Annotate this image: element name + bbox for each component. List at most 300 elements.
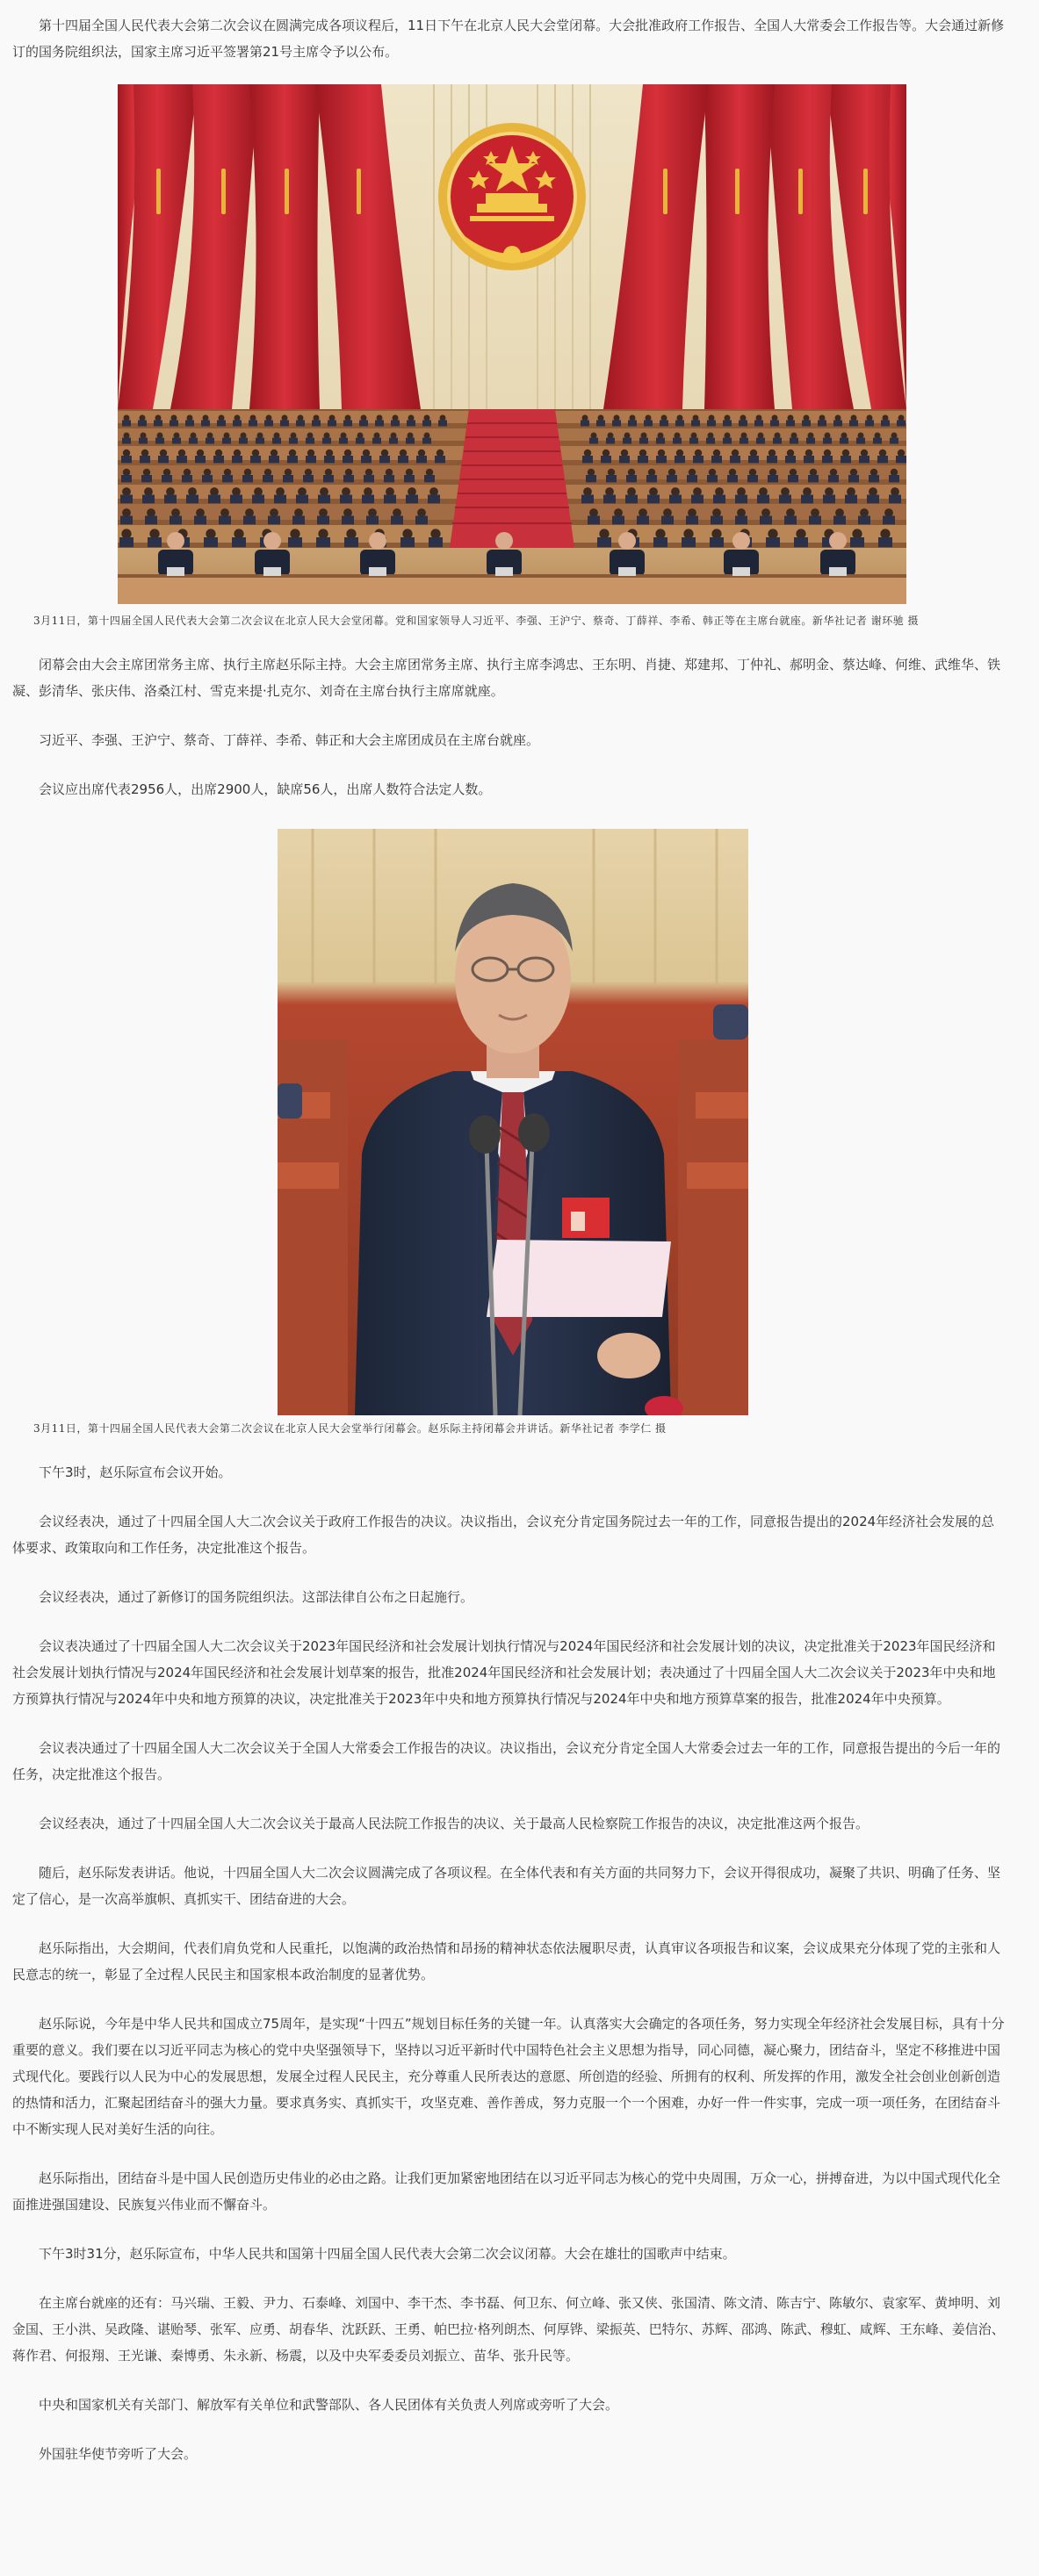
- article-paragraph-10: 会议经表决，通过了十四届全国人大二次会议关于最高人民法院工作报告的决议、关于最高人民检察院工作报告的决议，决定批准这两个报告。: [39, 1816, 869, 1831]
- seated-figure-body: [324, 456, 335, 463]
- seated-figure-head: [852, 529, 862, 538]
- seated-figure-head: [898, 450, 905, 457]
- seated-figure-head: [289, 450, 296, 457]
- seated-figure-head: [400, 450, 407, 457]
- seated-figure-body: [833, 421, 842, 427]
- seated-figure-head: [584, 450, 591, 457]
- seated-figure-head: [796, 529, 805, 538]
- seated-figure-head: [599, 529, 609, 538]
- seated-figure-body: [232, 537, 246, 547]
- seated-figure-body: [398, 456, 408, 463]
- seated-figure-head: [676, 450, 683, 457]
- seated-figure-head: [320, 487, 328, 496]
- seated-figure-head: [658, 450, 665, 457]
- seated-figure-head: [661, 415, 667, 421]
- seated-figure-head: [325, 469, 332, 476]
- seated-figure-body: [856, 438, 865, 444]
- front-row-nameplates: [167, 567, 847, 576]
- seated-figure-head: [305, 469, 312, 476]
- seated-figure-body: [625, 495, 638, 504]
- seated-figure-body: [790, 438, 798, 444]
- seated-figure-body: [213, 456, 224, 463]
- seated-figure-head: [418, 450, 425, 457]
- seated-figure-head: [630, 415, 636, 421]
- seated-figure-body: [691, 495, 703, 504]
- seated-figure-head: [621, 450, 628, 457]
- seated-figure-head: [203, 415, 209, 421]
- seated-figure-head: [266, 415, 272, 421]
- seated-figure-head: [191, 433, 197, 439]
- seated-figure-head: [184, 469, 191, 476]
- seated-figure-body: [289, 438, 298, 444]
- article-paragraph-13: 赵乐际说，今年是中华人民共和国成立75周年，是实现“十四五”规划目标任务的关键一年。认真落实大会确定的各项任务，努力实现全年经济社会发展目标，具有十分重要的意义。我们要在以习近平同志为核心的党中央坚强领导下，坚持以习近平新时代中国特色社会主义思想为指导，同心同德，凝心聚力，团结奋斗，坚定不移推进中国式现代化。要践行以人民为中心的发展思想，发展全过程人民民主，充分尊重人民所表达的意愿、所创造的经验、所拥有的权利、所发挥的作用，激发全社会创业创新创造的热情和活力，汇聚起团结奋斗的强大力量。要求真务实、真抓实干，攻坚克难、善作善成，努力克服一个一个困难，办好一件一件实事，完成一项一项任务，在团结奋斗中不断实现人民对美好生活的向往。: [12, 2016, 1005, 2137]
- seated-figure-head: [811, 508, 819, 517]
- seated-figure-body: [601, 456, 611, 463]
- seated-figure-body: [711, 516, 723, 525]
- seated-figure-body: [340, 495, 352, 504]
- seated-figure-body: [581, 495, 594, 504]
- seated-figure-body: [638, 456, 648, 463]
- seated-figure-body: [400, 537, 415, 547]
- seated-figure-head: [345, 415, 351, 421]
- seated-figure-body: [250, 456, 261, 463]
- seated-figure-head: [307, 450, 314, 457]
- seated-figure-head: [808, 433, 814, 439]
- seated-figure-head: [440, 415, 446, 421]
- seated-figure-body: [217, 421, 226, 427]
- seated-figure-body: [120, 495, 133, 504]
- seated-figure-body: [119, 537, 133, 547]
- seated-figure-head: [732, 450, 739, 457]
- seated-figure-head: [122, 487, 131, 496]
- seated-figure-body: [628, 421, 637, 427]
- seated-figure-body: [770, 421, 779, 427]
- article-paragraph-7: 会议经表决，通过了新修订的国务院组织法。这部法律自公布之日起施行。: [39, 1589, 474, 1605]
- seated-figure-head: [614, 415, 620, 421]
- seated-figure-head: [342, 487, 350, 496]
- seated-figure-body: [713, 495, 725, 504]
- seated-figure-body: [710, 537, 724, 547]
- seated-figure-body: [243, 516, 256, 525]
- seated-figure-head: [188, 487, 197, 496]
- article-paragraph-15: 下午3时31分，赵乐际宣布，中华人民共和国第十四届全国人民代表大会第二次会议闭幕。大会在雄壮的国歌声中结束。: [39, 2246, 736, 2262]
- seated-figure-body: [122, 438, 131, 444]
- seated-figure-body: [828, 475, 839, 482]
- seated-figure-body: [823, 495, 835, 504]
- seated-figure-head: [646, 415, 652, 421]
- seated-figure-body: [766, 537, 780, 547]
- seated-figure-head: [851, 415, 857, 421]
- seated-figure-head: [250, 415, 256, 421]
- seated-figure-head: [583, 487, 592, 496]
- seated-figure-body: [760, 516, 772, 525]
- seated-figure-body: [303, 475, 314, 482]
- seated-figure-body: [406, 438, 415, 444]
- seated-figure-head: [842, 450, 849, 457]
- seated-figure-head: [819, 415, 826, 421]
- seated-figure-body: [841, 456, 851, 463]
- seated-figure-head: [860, 508, 869, 517]
- seated-figure-body: [343, 456, 353, 463]
- seated-figure-body: [232, 456, 242, 463]
- article-paragraph-9: 会议表决通过了十四届全国人大二次会议关于全国人大常委会工作报告的决议。决议指出，会议充分肯定全国人大常委会过去一年的工作，同意报告提出的今后一年的任务，决定批准这个报告。: [12, 1740, 1001, 1782]
- front-row-figure-head: [263, 532, 281, 550]
- seated-figure-body: [391, 421, 400, 427]
- seated-figure-head: [655, 529, 665, 538]
- seated-figure-body: [675, 456, 685, 463]
- seated-figure-body: [808, 475, 819, 482]
- seated-figure-body: [883, 516, 895, 525]
- seated-figure-head: [768, 529, 777, 538]
- seated-figure-body: [889, 495, 901, 504]
- seated-figure-body: [848, 475, 859, 482]
- seated-figure-body: [172, 438, 181, 444]
- seated-figure-body: [189, 438, 198, 444]
- speaker-portrait-illustration: [278, 829, 748, 1415]
- seated-figure-head: [870, 469, 877, 476]
- seated-figure-head: [891, 487, 899, 496]
- seated-figure-head: [291, 433, 297, 439]
- seated-figure-head: [187, 415, 193, 421]
- seated-figure-body: [204, 537, 218, 547]
- seated-figure-body: [686, 516, 698, 525]
- seated-figure-head: [758, 433, 764, 439]
- seated-figure-body: [208, 495, 220, 504]
- seated-figure-body: [230, 495, 242, 504]
- seated-figure-body: [424, 475, 435, 482]
- seated-figure-body: [328, 421, 336, 427]
- seated-figure-head: [437, 450, 444, 457]
- seated-figure-body: [312, 421, 321, 427]
- seated-figure-body: [656, 438, 665, 444]
- seated-figure-body: [206, 438, 214, 444]
- seated-figure-head: [824, 450, 831, 457]
- seated-figure-head: [775, 433, 781, 439]
- seated-figure-body: [170, 421, 178, 427]
- seated-figure-body: [256, 438, 264, 444]
- seated-figure-body: [361, 456, 372, 463]
- seated-figure-body: [356, 438, 364, 444]
- seated-figure-head: [787, 450, 794, 457]
- seated-figure-body: [422, 438, 431, 444]
- seated-figure-body: [242, 475, 253, 482]
- seated-figure-body: [869, 475, 879, 482]
- seated-figure-head: [756, 415, 762, 421]
- seated-figure-body: [318, 495, 330, 504]
- seated-figure-body: [389, 438, 398, 444]
- seated-figure-body: [292, 516, 305, 525]
- seated-figure-head: [424, 433, 430, 439]
- seated-figure-body: [317, 516, 329, 525]
- article-paragraph-16: 在主席台就座的还有：马兴瑞、王毅、尹力、石泰峰、刘国中、李干杰、李书磊、何卫东、何立峰、张又侠、张国清、陈文清、陈吉宁、陈敏尔、袁家军、黄坤明、刘金国、王小洪、吴政隆、谌贻琴、张军、应勇、胡春华、沈跃跃、王勇、帕巴拉·格列朗杰、何厚铧、梁振英、巴特尔、苏辉、邵鸿、陈武、穆虹、咸辉、王东峰、姜信治、蒋作君、何报翔、王光谦、秦博勇、朱永新、杨震，以及中央军委委员刘振立、苗华、张升民等。: [12, 2295, 1005, 2364]
- seated-figure-body: [865, 421, 874, 427]
- seated-figure-head: [737, 487, 746, 496]
- seated-figure-head: [588, 469, 595, 476]
- article-paragraph-5: 下午3时，赵乐际宣布会议开始。: [39, 1464, 232, 1480]
- seated-figure-head: [124, 433, 130, 439]
- seated-figure-body: [154, 421, 162, 427]
- seated-figure-body: [364, 475, 374, 482]
- seated-figure-head: [271, 450, 278, 457]
- seated-figure-head: [149, 529, 159, 538]
- seated-figure-body: [890, 438, 898, 444]
- seated-figure-head: [772, 415, 778, 421]
- seated-figure-head: [761, 508, 770, 517]
- seated-figure-body: [582, 456, 593, 463]
- seated-figure-body: [322, 438, 331, 444]
- seated-figure-body: [296, 421, 305, 427]
- seated-figure-head: [671, 487, 680, 496]
- seated-figure-head: [245, 508, 254, 517]
- seated-figure-body: [767, 456, 777, 463]
- seated-figure-head: [883, 415, 889, 421]
- seated-figure-head: [861, 450, 868, 457]
- seated-figure-head: [725, 415, 731, 421]
- seated-figure-body: [661, 516, 674, 525]
- seated-figure-head: [788, 415, 794, 421]
- seated-figure-head: [879, 450, 886, 457]
- seated-figure-body: [754, 421, 763, 427]
- seated-figure-body: [121, 475, 132, 482]
- seated-figure-body: [801, 495, 813, 504]
- seated-figure-head: [290, 529, 299, 538]
- article-paragraph-18: 外国驻华使节旁听了大会。: [39, 2446, 198, 2462]
- seated-figure-head: [582, 415, 588, 421]
- seated-figure-head: [282, 415, 288, 421]
- seated-figure-body: [589, 438, 598, 444]
- photo-caption-2: 3月11日，第十四届全国人民代表大会第二次会议在北京人民大会堂举行闭幕会。赵乐际主持闭幕会并讲话。新华社记者 李学仁 摄: [33, 1422, 667, 1435]
- seated-figure-body: [422, 421, 431, 427]
- seated-figure-head: [122, 508, 131, 517]
- seated-figure-head: [264, 469, 271, 476]
- article-paragraph-17: 中央和国家机关有关部门、解放军有关单位和武警部队、各人民团体有关负责人列席或旁听了大会。: [39, 2397, 619, 2413]
- seated-figure-body: [673, 438, 682, 444]
- seated-figure-head: [688, 508, 696, 517]
- seated-figure-head: [867, 415, 873, 421]
- seated-figure-body: [711, 456, 722, 463]
- seated-figure-head: [357, 433, 364, 439]
- seated-figure-head: [343, 508, 352, 517]
- seated-figure-head: [234, 415, 241, 421]
- seated-figure-body: [122, 421, 131, 427]
- seated-figure-body: [344, 537, 358, 547]
- seated-figure-body: [788, 475, 798, 482]
- seated-figure-head: [298, 487, 307, 496]
- seated-figure-body: [794, 537, 808, 547]
- seated-figure-body: [416, 456, 427, 463]
- seated-figure-body: [138, 421, 147, 427]
- seated-figure-head: [244, 469, 251, 476]
- seated-figure-head: [627, 487, 636, 496]
- article-paragraph-8: 会议表决通过了十四届全国人大二次会议关于2023年国民经济和社会发展计划执行情况与2024年国民经济和社会发展计划的决议，决定批准关于2023年国民经济和社会发展计划执行情况与2024年国民经济和社会发展计划草案的报告，批准2024年国民经济和社会发展计划；表决通过了十四届全国人大二次会议关于2023年中央和地方预算执行情况与2024年中央和地方预算的决议，决定批准关于2023年中央和地方预算执行情况与2024年中央和地方预算草案的报告，批准2024年中央预算。: [12, 1638, 996, 1707]
- seated-figure-body: [723, 421, 732, 427]
- seated-figure-head: [196, 508, 205, 517]
- seated-figure-body: [316, 537, 330, 547]
- seated-figure-head: [298, 415, 304, 421]
- seated-figure-head: [624, 433, 631, 439]
- seated-figure-body: [249, 421, 257, 427]
- seated-figure-body: [606, 438, 615, 444]
- seated-figure-body: [429, 537, 443, 547]
- seated-figure-head: [759, 487, 768, 496]
- seated-figure-head: [386, 469, 393, 476]
- seated-figure-body: [219, 516, 231, 525]
- seated-figure-body: [339, 438, 348, 444]
- seated-figure-body: [660, 421, 668, 427]
- seated-figure-body: [435, 456, 445, 463]
- seated-figure-body: [375, 421, 384, 427]
- seated-figure-body: [833, 516, 846, 525]
- seated-figure-body: [682, 537, 696, 547]
- seated-figure-body: [785, 456, 796, 463]
- seated-figure-body: [581, 421, 589, 427]
- seated-figure-head: [365, 469, 372, 476]
- front-row-figure-head: [495, 532, 513, 550]
- seated-figure-head: [786, 508, 795, 517]
- seated-figure-head: [825, 487, 833, 496]
- seated-figure-head: [810, 469, 817, 476]
- seated-figure-body: [185, 421, 194, 427]
- seated-figure-body: [867, 495, 879, 504]
- seated-figure-head: [608, 469, 615, 476]
- seated-figure-body: [384, 475, 394, 482]
- seated-figure-body: [881, 421, 890, 427]
- seated-figure-body: [269, 456, 279, 463]
- seated-figure-head: [197, 450, 204, 457]
- seated-figure-body: [142, 495, 155, 504]
- front-row-figure-head: [369, 532, 386, 550]
- seated-figure-body: [362, 495, 374, 504]
- seated-figure-body: [239, 438, 248, 444]
- seated-figure-body: [323, 475, 334, 482]
- seated-figure-head: [677, 415, 683, 421]
- seated-figure-head: [614, 508, 623, 517]
- seated-figure-head: [683, 529, 693, 538]
- seated-figure-body: [859, 456, 869, 463]
- seated-figure-head: [324, 433, 330, 439]
- seated-figure-head: [668, 469, 675, 476]
- seated-figure-body: [586, 475, 596, 482]
- seated-figure-body: [809, 516, 821, 525]
- seated-figure-head: [750, 450, 757, 457]
- seated-figure-head: [713, 450, 720, 457]
- seated-figure-head: [424, 415, 430, 421]
- seated-figure-head: [219, 415, 225, 421]
- seated-figure-body: [280, 421, 289, 427]
- seated-figure-body: [404, 475, 415, 482]
- seated-figure-head: [207, 433, 213, 439]
- seated-figure-head: [274, 433, 280, 439]
- seated-figure-head: [835, 508, 844, 517]
- seated-figure-body: [177, 456, 187, 463]
- speaker-photo: [278, 829, 748, 1415]
- seated-figure-body: [343, 421, 352, 427]
- seated-figure-head: [408, 415, 415, 421]
- seated-figure-head: [841, 433, 848, 439]
- article-paragraph-12: 赵乐际指出，大会期间，代表们肩负党和人民重托，以饱满的政治热情和昂扬的精神状态依法履职尽责，认真审议各项报告和议案，会议成果充分体现了党的主张和人民意志的统一，彰显了全过程人民民主和国家根本政治制度的显著优势。: [12, 1940, 1001, 1982]
- seated-figure-head: [628, 469, 635, 476]
- seated-figure-head: [408, 433, 414, 439]
- seated-figure-head: [361, 415, 367, 421]
- seated-figure-body: [656, 456, 667, 463]
- seated-figure-body: [689, 438, 698, 444]
- seated-figure-head: [729, 469, 736, 476]
- seated-figure-head: [709, 469, 716, 476]
- seated-figure-head: [123, 450, 130, 457]
- hall-panorama-illustration: [118, 84, 906, 604]
- seated-figure-head: [391, 433, 397, 439]
- seated-figure-head: [318, 529, 328, 538]
- seated-figure-body: [735, 516, 747, 525]
- seated-figure-body: [806, 438, 815, 444]
- seated-figure-head: [121, 529, 131, 538]
- seated-figure-head: [712, 508, 721, 517]
- closing-session-photo: [118, 84, 906, 604]
- seated-figure-body: [391, 516, 403, 525]
- seated-figure-body: [120, 516, 133, 525]
- seated-figure-body: [155, 438, 164, 444]
- seated-figure-head: [898, 415, 905, 421]
- seated-figure-head: [408, 487, 416, 496]
- seated-figure-head: [393, 508, 401, 517]
- seated-figure-head: [254, 487, 263, 496]
- seated-figure-head: [206, 529, 215, 538]
- seated-figure-body: [366, 516, 379, 525]
- seated-figure-head: [215, 450, 222, 457]
- seated-figure-body: [646, 475, 657, 482]
- seated-figure-body: [706, 438, 715, 444]
- seated-figure-head: [675, 433, 681, 439]
- seated-figure-head: [178, 450, 185, 457]
- seated-figure-body: [691, 421, 700, 427]
- seated-figure-head: [869, 487, 877, 496]
- seated-figure-body: [139, 438, 148, 444]
- seated-figure-head: [341, 433, 347, 439]
- seated-figure-head: [144, 487, 153, 496]
- seated-figure-body: [603, 495, 616, 504]
- seated-figure-head: [430, 529, 440, 538]
- seated-figure-body: [619, 456, 630, 463]
- seated-figure-head: [602, 450, 610, 457]
- front-row-figure-head: [167, 532, 184, 550]
- seated-figure-head: [426, 469, 433, 476]
- seated-figure-body: [372, 438, 381, 444]
- seated-figure-head: [224, 433, 230, 439]
- seated-figure-body: [306, 456, 316, 463]
- seated-figure-head: [658, 433, 664, 439]
- seated-figure-body: [164, 495, 177, 504]
- seated-figure-body: [878, 537, 892, 547]
- seated-figure-head: [329, 415, 336, 421]
- seated-figure-head: [163, 469, 170, 476]
- seated-figure-body: [287, 456, 298, 463]
- seated-figure-body: [784, 516, 797, 525]
- seated-figure-body: [756, 438, 765, 444]
- seated-figure-head: [884, 508, 893, 517]
- seated-figure-body: [730, 456, 740, 463]
- seated-figure-body: [222, 475, 233, 482]
- seated-figure-body: [268, 516, 280, 525]
- seated-figure-head: [693, 487, 702, 496]
- seated-figure-body: [873, 438, 882, 444]
- seated-figure-head: [171, 508, 180, 517]
- seated-figure-body: [735, 495, 747, 504]
- seated-figure-head: [769, 469, 776, 476]
- article-paragraph-14: 赵乐际指出，团结奋斗是中国人民创造历史伟业的必由之路。让我们更加紧密地团结在以习近平同志为核心的党中央周围，万众一心，拼搏奋进，为以中国式现代化全面推进强国建设、民族复兴伟业而不懈奋斗。: [12, 2170, 1001, 2213]
- seated-figure-body: [740, 438, 748, 444]
- seated-figure-body: [779, 495, 791, 504]
- seated-figure-head: [402, 529, 412, 538]
